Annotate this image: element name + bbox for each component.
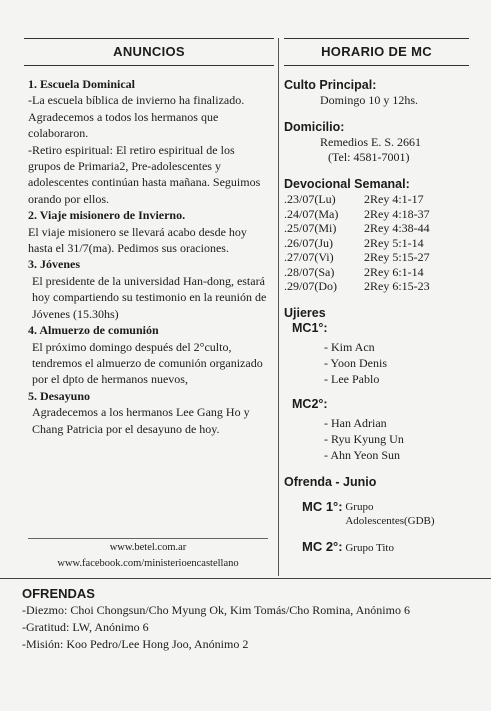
anuncio-heading: 5. Desayuno <box>28 388 91 403</box>
anuncio-heading: 2. Viaje misionero de Invierno. <box>28 208 186 223</box>
domicilio-label: Domicilio: <box>284 120 345 134</box>
ofrendas-section <box>22 585 482 653</box>
ofrenda-label: Ofrenda - Junio <box>284 474 377 489</box>
devocional-ref: 2Rey 6:15-23 <box>364 279 430 293</box>
anuncios-list <box>28 76 268 437</box>
devocional-date: .25/07(Mi) <box>284 221 337 235</box>
ofrenda-mc1-line1: Grupo <box>345 500 374 513</box>
devocional-date: .29/07(Do) <box>284 279 337 293</box>
ofrenda-mc2-value: Grupo Tito <box>345 541 394 554</box>
devocional-date: .23/07(Lu) <box>284 192 336 206</box>
anuncios-column <box>28 38 268 437</box>
table-row <box>284 279 430 294</box>
table-row <box>284 250 430 265</box>
list-item: - Ahn Yeon Sun <box>324 447 401 462</box>
devocional-label: Devocional Semanal: <box>284 177 410 191</box>
devocional-date: .27/07(Vi) <box>284 250 334 264</box>
ofrenda-mc2-label: MC 2°: <box>302 538 343 554</box>
ofrenda-mc2 <box>284 540 469 555</box>
ofrendas-title: OFRENDAS <box>22 586 95 601</box>
table-row <box>284 207 430 222</box>
devocional-ref: 2Rey 5:1-14 <box>364 235 424 250</box>
devocional-ref: 2Rey 4:18-37 <box>364 206 430 221</box>
culto-value: Domingo 10 y 12hs. <box>320 93 419 107</box>
ofrendas-line: -Gratitud: LW, Anónimo 6 <box>22 620 149 634</box>
ujieres-mc2-list <box>284 415 469 463</box>
list-item: - Yoon Denis <box>324 355 388 370</box>
devocional-ref: 2Rey 4:38-44 <box>364 221 430 235</box>
anuncio-item <box>28 256 268 322</box>
anuncio-heading: 1. Escuela Dominical <box>28 77 135 91</box>
devocional-date: .26/07(Ju) <box>284 235 333 250</box>
urls-divider <box>28 538 268 539</box>
horario-body <box>284 78 469 555</box>
anuncio-item <box>28 388 268 437</box>
ofrenda-mc1-line2: Adolescentes(GDB) <box>345 514 435 527</box>
ujieres-mc1-label: MC1°: <box>292 320 328 335</box>
web-links <box>28 540 268 572</box>
anuncio-item <box>28 322 268 388</box>
list-item: - Ryu Kyung Un <box>324 431 404 446</box>
anuncios-title: ANUNCIOS <box>24 38 274 66</box>
ofrenda-mc1-label: MC 1°: <box>302 498 343 514</box>
anuncio-heading: 4. Almuerzo de comunión <box>28 323 159 338</box>
ujieres-mc1-list <box>284 339 469 387</box>
ujieres-section <box>284 306 469 463</box>
horario-column <box>284 38 469 555</box>
facebook-link[interactable]: www.facebook.com/ministerioencastellano <box>57 558 239 569</box>
table-row <box>284 192 430 207</box>
culto-label: Culto Principal: <box>284 78 377 92</box>
domicilio-address: Remedios E. S. 2661 <box>320 135 421 149</box>
devocional-ref: 2Rey 5:15-27 <box>364 250 430 264</box>
anuncio-heading: 3. Jóvenes <box>28 257 80 272</box>
ujieres-label: Ujieres <box>284 305 326 320</box>
ofrenda-section <box>284 475 469 555</box>
ujieres-mc2-label: MC2°: <box>292 396 328 411</box>
anuncio-text: El viaje misionero se llevará acabo desde hoy hasta el 31/7(ma). Pedimos sus oraciones. <box>28 224 247 256</box>
devocional-ref: 2Rey 4:1-17 <box>364 192 424 206</box>
anuncio-text: -La escuela bíblica de invierno ha finalizado. Agradecemos a todos los hermanos que colaboraron. -Retiro espiritual: El retiro espiritual de los grupos de Primaria2, Pre-adolescentes y adolescentes continúan hasta mañana. Seguimos orando por ellos. <box>28 93 261 206</box>
ofrenda-mc1 <box>284 500 469 528</box>
list-item: - Lee Pablo <box>324 371 380 386</box>
ofrendas-divider <box>0 578 491 579</box>
devocional-date: .28/07(Sa) <box>284 264 335 279</box>
anuncio-text: El próximo domingo después del 2°culto, tendremos el almuerzo de comunión organizado por el dpto de hermanos nuevos, <box>32 339 263 387</box>
column-divider <box>278 38 279 576</box>
list-item: - Kim Acn <box>324 339 375 354</box>
devocional-ref: 2Rey 6:1-14 <box>364 264 424 279</box>
website-link[interactable]: www.betel.com.ar <box>109 542 187 553</box>
anuncio-item <box>28 207 268 256</box>
domicilio-phone: (Tel: 4581-7001) <box>328 150 410 164</box>
anuncio-item <box>28 76 268 207</box>
ofrendas-line: -Diezmo: Choi Chongsun/Cho Myung Ok, Kim Tomás/Cho Romina, Anónimo 6 <box>22 603 410 617</box>
anuncio-text: El presidente de la universidad Han-dong, estará hoy compartiendo su testimonio en la reunión de Jóvenes (15.30hs) <box>32 273 267 321</box>
devocional-date: .24/07(Ma) <box>284 206 339 221</box>
table-row <box>284 221 430 236</box>
table-row <box>284 265 430 280</box>
table-row <box>284 236 430 251</box>
horario-title: HORARIO DE MC <box>284 38 469 66</box>
ofrendas-line: -Misión: Koo Pedro/Lee Hong Joo, Anónimo 2 <box>22 637 249 651</box>
anuncio-text: Agradecemos a los hermanos Lee Gang Ho y Chang Patricia por el desayuno de hoy. <box>32 405 250 436</box>
devocional-table <box>284 192 430 294</box>
list-item: - Han Adrian <box>324 415 387 430</box>
